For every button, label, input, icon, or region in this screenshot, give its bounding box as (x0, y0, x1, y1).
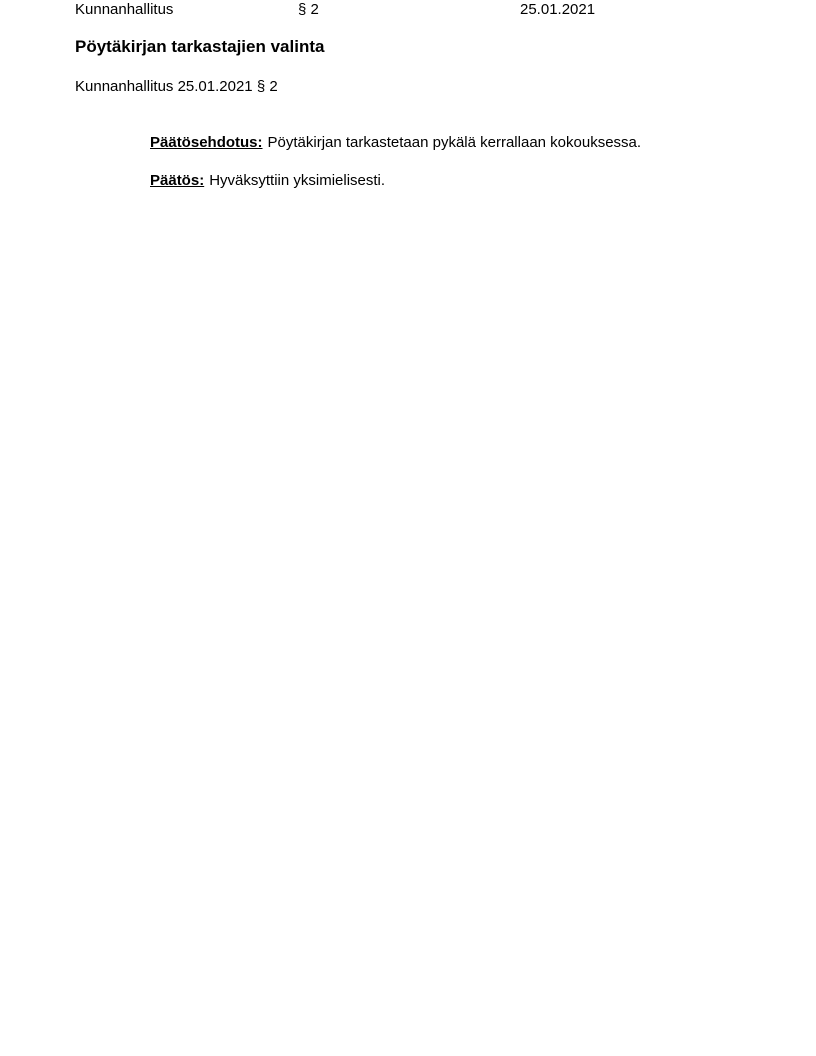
header-committee: Kunnanhallitus (75, 1, 174, 18)
decision-paragraph (150, 172, 385, 190)
decision-proposal-label: Päätösehdotus: (150, 134, 263, 151)
decision-label: Päätös: (150, 172, 205, 189)
document-title: Pöytäkirjan tarkastajien valinta (75, 37, 325, 56)
decision-proposal-paragraph (150, 134, 641, 152)
meeting-reference-line: Kunnanhallitus 25.01.2021 § 2 (75, 78, 278, 95)
header-date: 25.01.2021 (520, 1, 596, 18)
header-section-number: § 2 (298, 1, 319, 18)
decision-text: Hyväksyttiin yksimielisesti. (209, 172, 386, 189)
decision-proposal-text: Pöytäkirjan tarkastetaan pykälä kerrallaan kokouksessa. (267, 134, 642, 151)
